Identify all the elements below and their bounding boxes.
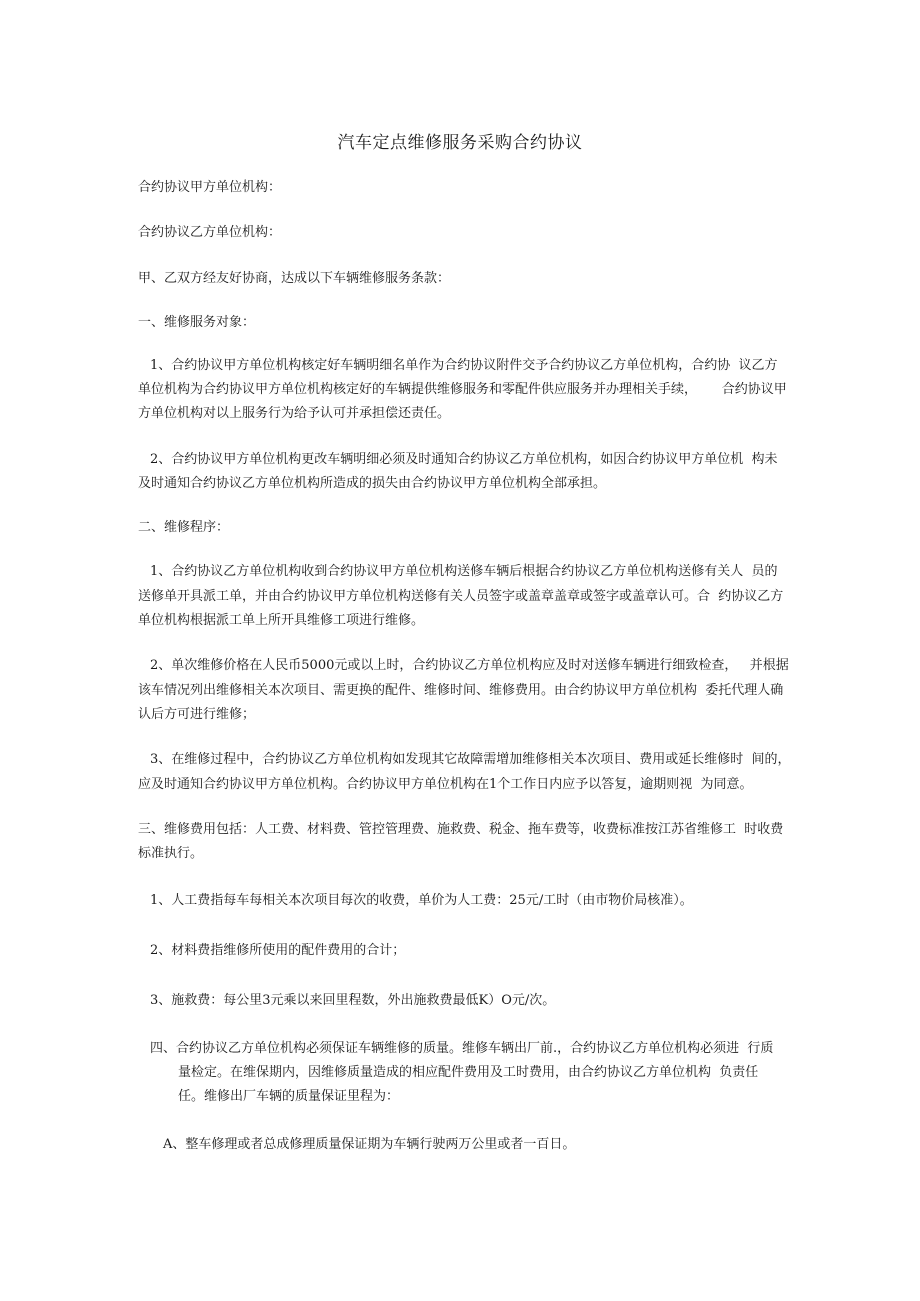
section-heading-3-line-1: 三、维修费用包括：人工费、材料费、管控管理费、施救费、税金、拖车费等，收费标准按江苏省维修工 时收费 <box>138 822 784 837</box>
clause-2-1-line-2: 送修单开具派工单，并由合约协议甲方单位机构送修有关人员签字或盖章盖章或签字或盖章认可。合 约协议乙方 <box>138 589 784 604</box>
clause-3-2: 2、材料费指维修所使用的配件费用的合计； <box>150 943 406 958</box>
clause-2-3-line-1: 3、在维修过程中，合约协议乙方单位机构如发现其它故障需增加维修相关本次项目、费用或延长维修时 间的， <box>150 752 791 767</box>
clause-3-1: 1、人工费指每车每相关本次项目每次的收费，单价为人工费：25元/工时（由市物价局核准）。 <box>150 893 693 908</box>
section-heading-2: 二、维修程序： <box>138 520 230 535</box>
clause-3-3: 3、施救费：每公里3元乘以来回里程数，外出施救费最低K）O元/次。 <box>150 993 556 1008</box>
clause-1-1-line-2: 单位机构为合约协议甲方单位机构核定好的车辆提供维修服务和零配件供应服务并办理相关手续， 合约协议甲 <box>138 382 787 397</box>
section-4-line-1: 四、合约协议乙方单位机构必须保证车辆维修的质量。维修车辆出厂前.，合约协议乙方单位机构必须进 行质 <box>150 1041 774 1056</box>
clause-1-1-line-1: 1、合约协议甲方单位机构核定好车辆明细名单作为合约协议附件交予合约协议乙方单位机构，合约协 议乙方 <box>150 358 778 373</box>
clause-2-1-line-1: 1、合约协议乙方单位机构收到合约协议甲方单位机构送修车辆后根据合约协议乙方单位机构送修有关人 员的 <box>150 564 778 579</box>
clause-4-a: A、整车修理或者总成修理质量保证期为车辆行驶两万公里或者一百日。 <box>163 1137 576 1152</box>
party-a-line: 合约协议甲方单位机构： <box>138 180 282 195</box>
clause-2-2-line-2: 该车情况列出维修相关本次项目、需更换的配件、维修时间、维修费用。由合约协议甲方单位机构 委托代理人确 <box>138 683 784 698</box>
section-heading-1: 一、维修服务对象： <box>138 315 256 330</box>
clause-2-1-line-3: 单位机构根据派工单上所开具维修工项进行维修。 <box>138 613 425 628</box>
clause-2-2-line-1: 2、单次维修价格在人民币5000元或以上时，合约协议乙方单位机构应及时对送修车辆进行细致检查， 并根据 <box>150 658 789 673</box>
clause-1-2-line-1: 2、合约协议甲方单位机构更改车辆明细必须及时通知合约协议乙方单位机构，如因合约协议甲方单位机 构未 <box>150 452 778 467</box>
party-b-line: 合约协议乙方单位机构： <box>138 225 282 240</box>
document-title: 汽车定点维修服务采购合约协议 <box>337 133 583 153</box>
clause-2-2-line-3: 认后方可进行维修； <box>138 707 256 722</box>
clause-1-2-line-2: 及时通知合约协议乙方单位机构所造成的损失由合约协议甲方单位机构全部承担。 <box>138 476 607 491</box>
section-heading-3-line-2: 标准执行。 <box>138 846 204 861</box>
intro-line: 甲、乙双方经友好协商，达成以下车辆维修服务条款： <box>138 271 451 286</box>
section-4-line-3: 任。维修出厂车辆的质量保证里程为： <box>178 1089 400 1104</box>
section-4-line-2: 量检定。在维保期内，因维修质量造成的相应配件费用及工时费用，由合约协议乙方单位机构 负责任 <box>178 1065 759 1080</box>
clause-2-3-line-2: 应及时通知合约协议甲方单位机构。合约协议甲方单位机构在1个工作日内应予以答复，逾期则视 为同意。 <box>138 777 753 792</box>
clause-1-1-line-3: 方单位机构对以上服务行为给予认可并承担偿还责任。 <box>138 406 451 421</box>
